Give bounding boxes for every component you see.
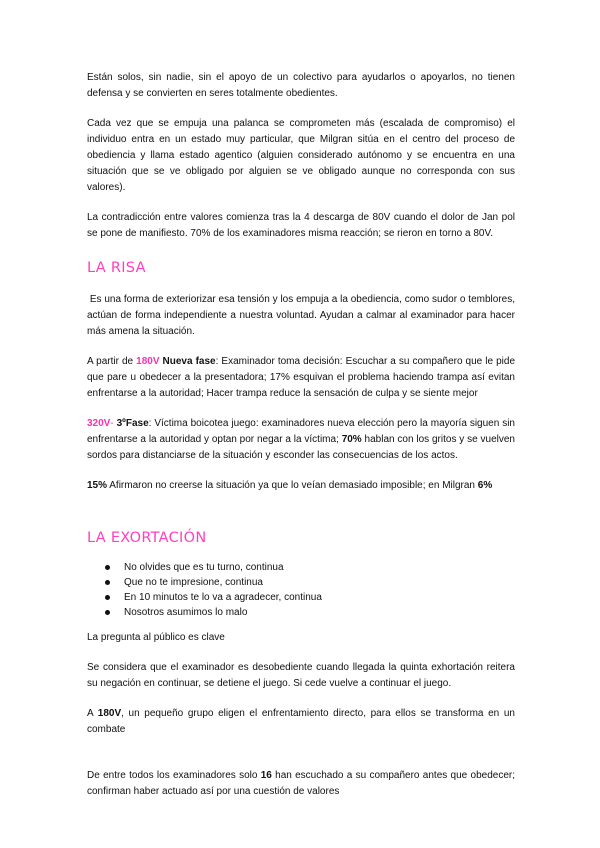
number-16: 16 [260,770,272,781]
dash: - [110,418,117,429]
exhortation-list [87,560,515,620]
list-item [105,590,515,605]
text-prefix: A partir de [87,356,137,367]
spacer [87,752,515,768]
text-nueva-fase: Nueva fase [159,356,216,367]
text-prefix: A [87,708,98,719]
bullet-icon [105,580,110,585]
list-item-text: Nosotros asumimos lo malo [124,607,248,618]
paragraph-tercera-fase [87,416,515,464]
voltage-320v: 320V [87,418,111,429]
paragraph-estado-agentico: Cada vez que se empuja una palanca se comprometen más (escalada de compromiso) el individuo entra en un estado muy particular, que Milgran sitúa en el centro del proceso de obediencia y llama estado agentico (alguien considerado autónomo y se encuentra en una situación que se ve obligado por alguien se ve obligado aunque no corresponda con sus valores). [87,118,515,193]
text-rest-1: : Víctima boicotea juego: examinadores nueva elección pero la mayoría siguen sin enfrentarse a la autoridad y optan por negar a la víctima; [87,418,515,445]
list-item-text: No olvides que es tu turno, continua [124,562,284,573]
paragraph-solos: Están solos, sin nadie, sin el apoyo de un colectivo para ayudarlos o apoyarlos, no tienen defensa y se convierten en seres totalmente obedientes. [87,72,515,99]
text-rest: Afirmaron no creerse la situación ya que lo veían demasiado imposible; en Milgran [107,480,478,491]
paragraph-pregunta-publico: La pregunta al público es clave [87,632,225,643]
text-rest-2: hablan con los gritos y se vuelven sordos para distanciarse de la situación y esconder las consecuencias de los actos. [87,434,515,461]
voltage-180v-bold: 180V [97,708,122,719]
paragraph-valores [87,768,515,800]
paragraph-contradiccion: La contradicción entre valores comienza tras la 4 descarga de 80V cuando el dolor de Jan pol se pone de manifiesto. 70% de los examinadores misma reacción; se rieron en torno a 80V. [87,212,515,239]
list-item [105,575,515,590]
paragraph-nueva-fase [87,354,515,402]
list-item [105,605,515,620]
voltage-180v: 180V [136,356,160,367]
text-prefix: De entre todos los examinadores solo [87,770,261,781]
bullet-icon [105,595,110,600]
list-item [105,560,515,575]
paragraph-desobediente: Se considera que el examinador es desobediente cuando llegada la quinta exhortación reitera su negación en continuar, se detiene el juego. Si cede vuelve a continuar el juego. [87,662,515,689]
paragraph-enfrentamiento [87,706,515,738]
list-item-text: En 10 minutos te lo va a agradecer, continua [124,592,322,603]
text-tercera-fase: 3ºFase [116,418,149,429]
text-rest: : Examinador toma decisión: Escuchar a su compañero que le pide que pare u obedecer a la presentadora; 17% esquivan el problema haciendo trampa así evitan enfrentarse a la autoridad; Hacer trampa reduce la sensación de culpa y se siente mejor [87,356,516,399]
text-rest: han escuchado a su compañero antes que obedecer; confirman haber actuado así por una cuestión de valores [87,770,515,797]
pct-15: 15% [87,480,108,491]
bullet-icon [105,610,110,615]
paragraph-risa: Es una forma de exteriorizar esa tensión y los empuja a la obediencia, como sudor o temblores, actúan de forma independiente a nuestra voluntad. Ayudan a calmar al examinador para hacer más amena la situación. [87,294,518,337]
bullet-icon [105,565,110,570]
text-rest: , un pequeño grupo eligen el enfrentamiento directo, para ellos se transforma en un combate [87,708,515,735]
heading-la-exortacion: LA EXORTACIÓN [87,530,207,546]
list-item-text: Que no te impresione, continua [124,577,263,588]
pct-6: 6% [477,480,493,491]
paragraph-afirmaron [87,478,515,494]
pct-70: 70% [341,434,362,445]
heading-la-risa: LA RISA [87,260,146,276]
